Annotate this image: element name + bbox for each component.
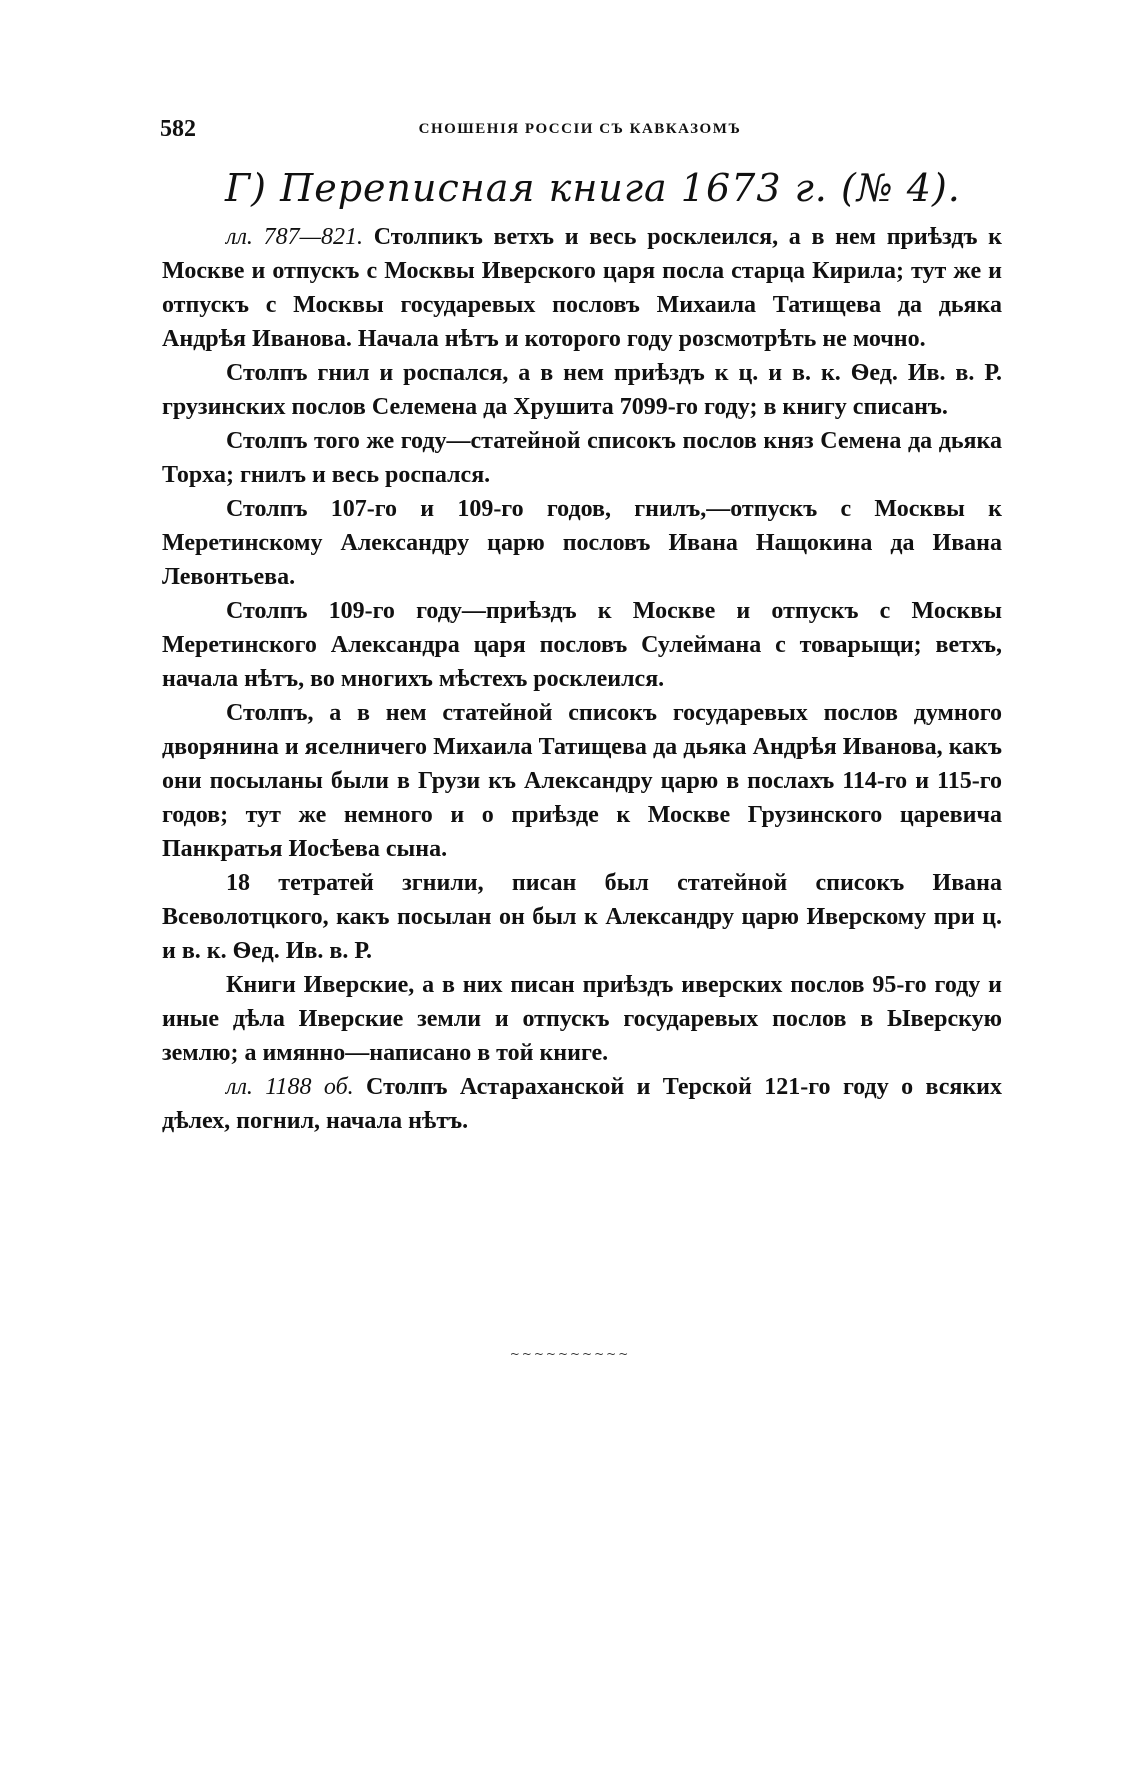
folio-reference: лл. 1188 об. (226, 1074, 354, 1100)
end-ornament: ~~~~~~~~~~ (509, 1347, 631, 1361)
section-title: Г) Переписная книга 1673 г. (№ 4). (225, 166, 961, 210)
paragraph (162, 424, 1002, 492)
folio-reference: лл. 787—821. (226, 224, 363, 250)
paragraph (162, 1070, 1002, 1138)
paragraph-text: Столпикъ ветхъ и весь росклеился, а в нем приѣздъ к Москве и отпускъ с Москвы Иверского царя посла старца Кирила; тут же и отпускъ с Москвы государевых пословъ Михаила Татищева да дьяка Андрѣя Иванова. Начала нѣтъ и которого году розсмотрѣть не мочно. (162, 224, 1002, 352)
paragraph-text: Столпъ гнил и роспался, а в нем приѣздъ к ц. и в. к. Ѳед. Ив. в. Р. грузинских послов Селемена да Хрушита 7099-го году; в книгу списанъ. (162, 360, 1002, 420)
paragraph (162, 492, 1002, 594)
paragraph (162, 696, 1002, 866)
page-header (160, 116, 1000, 152)
paragraph (162, 356, 1002, 424)
running-head: СНОШЕНІЯ РОССІИ СЪ КАВКАЗОМЪ (418, 121, 742, 137)
paragraph-text: Столпъ, а в нем статейной списокъ государевых послов думного дворянина и яселничего Михаила Татищева да дьяка Андрѣя Иванова, какъ они посыланы были в Грузи къ Александру царю в послахъ 114-го и 115-го годов; тут же немного и о приѣзде к Москве Грузинского царевича Панкратья Иосѣева сына. (162, 700, 1002, 862)
paragraph (162, 866, 1002, 968)
paragraph (162, 968, 1002, 1070)
paragraph-text: 18 тетратей згнили, писан был статейной списокъ Ивана Всеволотцкого, какъ посылан он был к Александру царю Иверскому при ц. и в. к. Ѳед. Ив. в. Р. (162, 870, 1002, 964)
paragraph-text: Столпъ того же году—статейной списокъ послов княз Семена да дьяка Торха; гнилъ и весь роспался. (162, 428, 1002, 488)
paragraph (162, 220, 1002, 356)
paragraph-text: Столпъ 109-го году—приѣздъ к Москве и отпускъ с Москвы Меретинского Александра царя пословъ Сулеймана с товарыщи; ветхъ, начала нѣтъ, во многихъ мѣстехъ росклеился. (162, 598, 1002, 692)
paragraph (162, 594, 1002, 696)
page-number: 582 (160, 116, 196, 142)
paragraph-text: Книги Иверские, а в них писан приѣздъ иверских послов 95-го году и иные дѣла Иверские земли и отпускъ государевых послов в Ыверскую землю; а имянно—написано в той книге. (162, 972, 1002, 1066)
body-text (162, 220, 1002, 1138)
paragraph-text: Столпъ Астараханской и Терской 121-го году о всяких дѣлех, погнил, начала нѣтъ. (162, 1074, 1003, 1134)
paragraph-text: Столпъ 107-го и 109-го годов, гнилъ,—отпускъ с Москвы к Меретинскому Александру царю пословъ Ивана Нащокина да Ивана Левонтьева. (162, 496, 1002, 590)
